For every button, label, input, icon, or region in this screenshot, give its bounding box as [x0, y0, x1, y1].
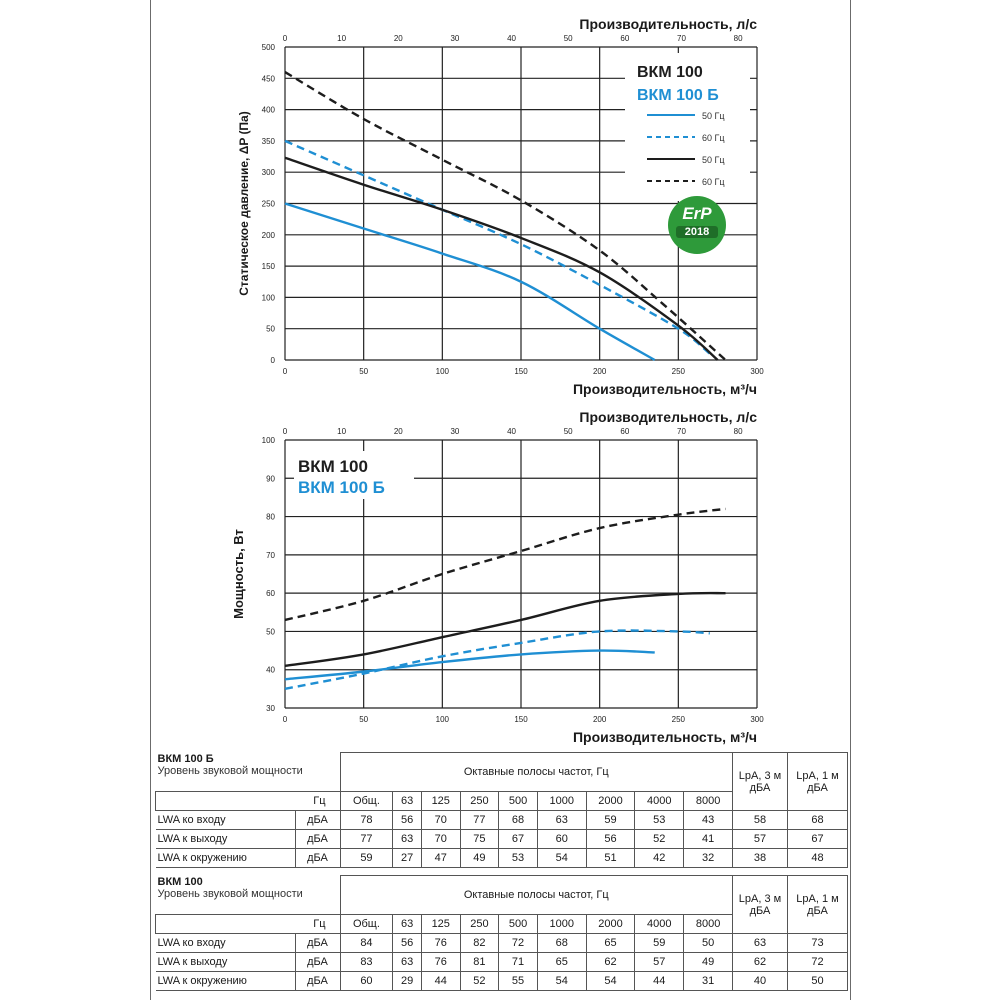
freq-col-header: 500: [499, 915, 538, 934]
y-tick-label: 250: [261, 199, 275, 209]
row-lpa1: 68: [788, 811, 848, 830]
bands-header: Октавные полосы частот, Гц: [340, 876, 733, 915]
row-value: 68: [499, 811, 538, 830]
x2-tick-label: 20: [393, 34, 403, 43]
x-tick-label: 0: [282, 715, 288, 724]
row-value: 70: [421, 811, 460, 830]
sound-table-bkm100b: [155, 752, 848, 868]
freq-col-header: 8000: [684, 792, 733, 811]
x-tick-label: 100: [435, 367, 450, 376]
freq-col-header: 500: [499, 792, 538, 811]
x2-tick-label: 60: [620, 34, 630, 43]
row-value: 49: [684, 953, 733, 972]
x2-tick-label: 0: [282, 34, 288, 43]
x-tick-label: 300: [750, 367, 764, 376]
row-value: 53: [635, 811, 684, 830]
row-value: 44: [421, 972, 460, 991]
row-value: 49: [460, 849, 499, 868]
freq-col-header: 250: [460, 915, 499, 934]
x2-tick-label: 40: [507, 427, 517, 436]
row-label: LWA к окружению: [156, 849, 296, 868]
lpa1-header: LpA, 1 м дБА: [788, 876, 848, 934]
table-subtitle: Уровень звуковой мощности: [157, 764, 303, 777]
row-value: 65: [586, 934, 635, 953]
x2-axis-label: Производительность, л/с: [579, 409, 757, 425]
row-unit: дБА: [295, 849, 340, 868]
lpa3-header: LpA, 3 м дБА: [733, 753, 788, 811]
freq-col-header: 63: [393, 792, 422, 811]
row-label: LWA ко входу: [156, 811, 296, 830]
table-title-cell: [156, 876, 341, 915]
hz-label: Гц: [156, 915, 341, 934]
row-value: 76: [421, 934, 460, 953]
y-tick-label: 50: [266, 324, 275, 334]
row-label: LWA к выходу: [156, 830, 296, 849]
row-lpa1: 67: [788, 830, 848, 849]
row-value: 55: [499, 972, 538, 991]
y-tick-label: 80: [266, 512, 275, 522]
x2-tick-label: 0: [282, 427, 288, 436]
row-value: 56: [393, 811, 422, 830]
row-value: 68: [537, 934, 586, 953]
x2-tick-label: 40: [507, 34, 517, 43]
row-unit: дБА: [295, 811, 340, 830]
legend-label: 50 Гц: [702, 111, 725, 121]
row-lpa3: 38: [733, 849, 788, 868]
y-tick-label: 150: [261, 262, 275, 272]
row-value: 57: [635, 953, 684, 972]
row-value: 76: [421, 953, 460, 972]
row-lpa1: 48: [788, 849, 848, 868]
hz-label: Гц: [156, 792, 341, 811]
row-value: 56: [586, 830, 635, 849]
y-tick-label: 200: [261, 230, 275, 240]
row-value: 47: [421, 849, 460, 868]
row-value: 63: [393, 953, 422, 972]
pressure-chart: [0, 0, 1000, 400]
y-tick-label: 70: [266, 550, 275, 560]
x2-tick-label: 30: [450, 427, 460, 436]
row-value: 44: [635, 972, 684, 991]
row-value: 59: [340, 849, 393, 868]
row-lpa3: 63: [733, 934, 788, 953]
row-value: 72: [499, 934, 538, 953]
row-value: 65: [537, 953, 586, 972]
row-value: 52: [635, 830, 684, 849]
freq-col-header: 63: [393, 915, 422, 934]
legend-title-bkm100: ВКМ 100: [298, 457, 368, 476]
row-lpa1: 50: [788, 972, 848, 991]
row-lpa3: 40: [733, 972, 788, 991]
table-row: [156, 972, 848, 991]
row-value: 78: [340, 811, 393, 830]
bands-header: Октавные полосы частот, Гц: [340, 753, 733, 792]
x-tick-label: 0: [282, 367, 288, 376]
x-axis-label: Производительность, м³/ч: [572, 729, 757, 745]
x2-tick-label: 10: [337, 34, 347, 43]
row-lpa3: 58: [733, 811, 788, 830]
x2-tick-label: 80: [733, 34, 743, 43]
x-tick-label: 200: [592, 367, 607, 376]
x2-tick-label: 50: [563, 34, 573, 43]
legend-title-bkm100: ВКМ 100: [637, 64, 703, 81]
x-tick-label: 250: [671, 715, 686, 724]
row-lpa3: 57: [733, 830, 788, 849]
freq-col-header: 4000: [635, 915, 684, 934]
row-unit: дБА: [295, 934, 340, 953]
row-value: 51: [586, 849, 635, 868]
row-value: 70: [421, 830, 460, 849]
x2-axis-label: Производительность, л/с: [579, 16, 757, 32]
power-chart: [0, 395, 1000, 755]
x-tick-label: 150: [514, 715, 528, 724]
y-tick-label: 350: [261, 136, 275, 146]
freq-col-header: Общ.: [340, 915, 393, 934]
row-label: LWA ко входу: [156, 934, 296, 953]
legend-label: 50 Гц: [702, 155, 725, 165]
row-value: 63: [537, 811, 586, 830]
y-tick-label: 500: [261, 43, 275, 52]
row-value: 54: [537, 972, 586, 991]
sound-table-bkm100: [155, 875, 848, 991]
row-value: 43: [684, 811, 733, 830]
y-tick-label: 60: [266, 589, 275, 599]
x2-tick-label: 60: [620, 427, 630, 436]
row-lpa3: 62: [733, 953, 788, 972]
row-value: 53: [499, 849, 538, 868]
freq-col-header: 1000: [537, 792, 586, 811]
x2-tick-label: 70: [677, 34, 686, 43]
row-value: 60: [537, 830, 586, 849]
lpa1-header: LpA, 1 м дБА: [788, 753, 848, 811]
freq-col-header: 4000: [635, 792, 684, 811]
erp-badge-title: ErP: [682, 204, 712, 223]
x-tick-label: 250: [671, 367, 686, 376]
y-tick-label: 40: [266, 665, 275, 675]
row-unit: дБА: [295, 972, 340, 991]
row-value: 32: [684, 849, 733, 868]
y-tick-label: 100: [261, 293, 275, 303]
row-value: 41: [684, 830, 733, 849]
y-tick-label: 30: [266, 704, 275, 713]
row-value: 84: [340, 934, 393, 953]
row-value: 42: [635, 849, 684, 868]
x-tick-label: 300: [750, 715, 764, 724]
x2-tick-label: 80: [733, 427, 743, 436]
row-label: LWA к окружению: [156, 972, 296, 991]
series-line: [285, 631, 710, 689]
y-tick-label: 0: [270, 356, 275, 365]
row-value: 71: [499, 953, 538, 972]
erp-badge-year: 2018: [676, 226, 718, 238]
x2-tick-label: 70: [677, 427, 686, 436]
row-value: 81: [460, 953, 499, 972]
row-value: 31: [684, 972, 733, 991]
row-value: 77: [460, 811, 499, 830]
row-value: 83: [340, 953, 393, 972]
row-value: 50: [684, 934, 733, 953]
row-lpa1: 72: [788, 953, 848, 972]
row-value: 52: [460, 972, 499, 991]
row-value: 59: [586, 811, 635, 830]
row-value: 54: [537, 849, 586, 868]
table-row: [156, 849, 848, 868]
freq-col-header: 125: [421, 915, 460, 934]
x-tick-label: 50: [359, 715, 369, 724]
row-value: 77: [340, 830, 393, 849]
row-value: 27: [393, 849, 422, 868]
erp-badge: [668, 196, 726, 254]
row-value: 75: [460, 830, 499, 849]
freq-col-header: 250: [460, 792, 499, 811]
x2-tick-label: 20: [393, 427, 403, 436]
table-row: [156, 830, 848, 849]
x-axis-label: Производительность, м³/ч: [572, 381, 757, 397]
table-row: [156, 811, 848, 830]
legend-label: 60 Гц: [702, 133, 725, 143]
row-lpa1: 73: [788, 934, 848, 953]
y-tick-label: 300: [261, 168, 275, 178]
legend-title-bkm100b: ВКМ 100 Б: [637, 87, 719, 104]
freq-col-header: 2000: [586, 792, 635, 811]
x-tick-label: 100: [435, 715, 450, 724]
legend-title-bkm100b: ВКМ 100 Б: [298, 478, 385, 497]
row-value: 56: [393, 934, 422, 953]
row-unit: дБА: [295, 830, 340, 849]
lpa3-header: LpA, 3 м дБА: [733, 876, 788, 934]
series-line: [285, 509, 726, 620]
x2-tick-label: 50: [563, 427, 573, 436]
freq-col-header: 2000: [586, 915, 635, 934]
row-value: 60: [340, 972, 393, 991]
freq-col-header: 125: [421, 792, 460, 811]
legend-label: 60 Гц: [702, 177, 725, 187]
freq-col-header: Общ.: [340, 792, 393, 811]
x2-tick-label: 10: [337, 427, 347, 436]
row-value: 62: [586, 953, 635, 972]
row-value: 29: [393, 972, 422, 991]
y-axis-label: Статическое давление, ΔP (Па): [237, 111, 251, 296]
x2-tick-label: 30: [450, 34, 460, 43]
table-title: ВКМ 100: [157, 875, 203, 888]
freq-col-header: 1000: [537, 915, 586, 934]
x-tick-label: 200: [592, 715, 607, 724]
x-tick-label: 150: [514, 367, 528, 376]
table-row: [156, 953, 848, 972]
row-unit: дБА: [295, 953, 340, 972]
table-subtitle: Уровень звуковой мощности: [157, 887, 303, 900]
row-value: 82: [460, 934, 499, 953]
row-value: 54: [586, 972, 635, 991]
table-title-cell: [156, 753, 341, 792]
row-label: LWA к выходу: [156, 953, 296, 972]
y-tick-label: 50: [266, 627, 275, 637]
row-value: 63: [393, 830, 422, 849]
table-title: ВКМ 100 Б: [157, 752, 214, 765]
y-tick-label: 90: [266, 474, 275, 484]
y-tick-label: 450: [261, 74, 275, 84]
y-tick-label: 100: [261, 436, 275, 445]
row-value: 59: [635, 934, 684, 953]
y-axis-label: Мощность, Вт: [231, 529, 246, 619]
row-value: 67: [499, 830, 538, 849]
y-tick-label: 400: [261, 105, 275, 115]
table-row: [156, 934, 848, 953]
freq-col-header: 8000: [684, 915, 733, 934]
x-tick-label: 50: [359, 367, 369, 376]
